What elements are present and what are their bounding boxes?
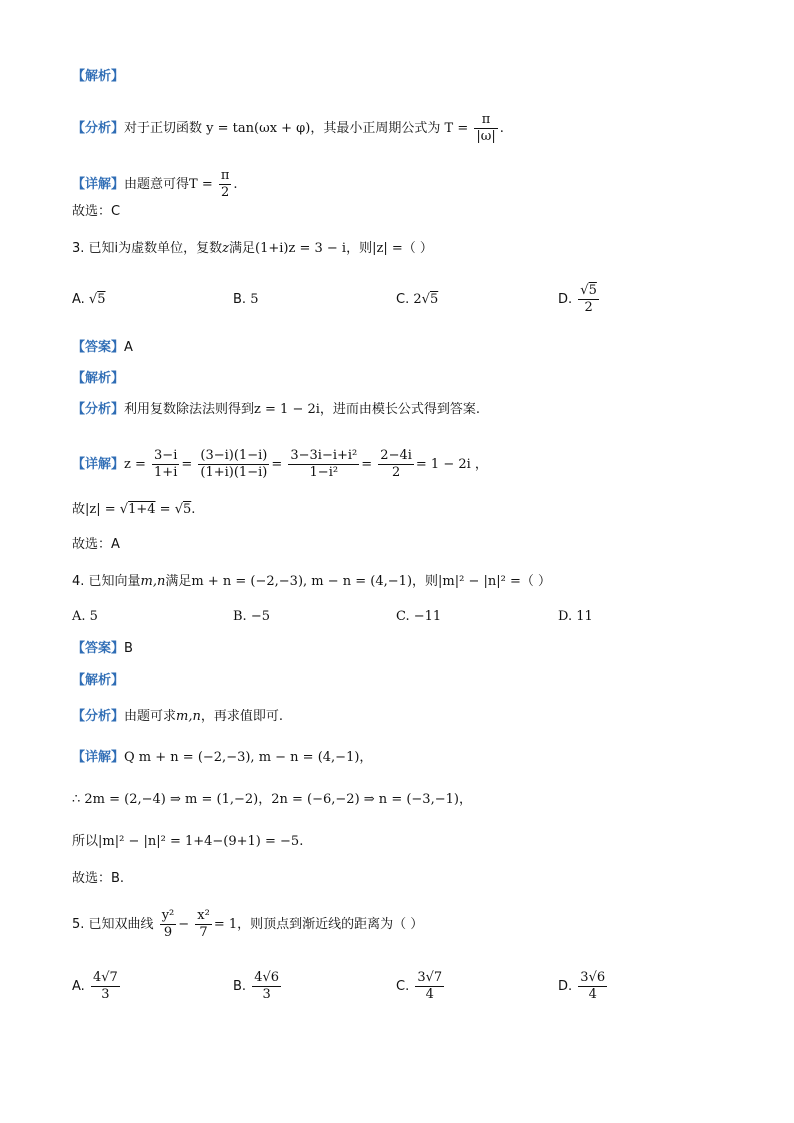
q3-option-d-den: 2 xyxy=(578,299,599,316)
q3-x-result: = 1 − 2i ， xyxy=(415,457,488,472)
q3-daan: A xyxy=(124,340,133,355)
xiangjie-den: 2 xyxy=(219,184,232,201)
q5-option-d xyxy=(558,970,609,1003)
q3-option-d-fraction: $\frac{√5}{2}$ xyxy=(580,283,597,315)
q3-fenxi-line xyxy=(72,402,480,418)
q3-frac-2 xyxy=(198,448,269,481)
q3-fenxi-text: 利用复数除法法则得到 xyxy=(124,402,255,417)
q5-frac-y-num: y² xyxy=(161,908,175,923)
q3-frac-3-num: 3−3i−i+i² xyxy=(290,448,358,463)
q3-daan-tag: 【答案】 xyxy=(72,340,125,355)
q3-option-c: C. 2√5 xyxy=(396,292,439,307)
q4-xiangjie-tag: 【详解】 xyxy=(72,750,125,765)
q3-option-d-label: D. xyxy=(558,292,573,307)
q5-option-b-num: 4√6 xyxy=(254,970,280,985)
period-fraction xyxy=(474,112,497,145)
q3-option-a: A. √5 xyxy=(72,292,106,307)
q3-option-d-num: 5 xyxy=(588,283,597,298)
q2-fenxi-line: 【分析】对于正切函数 y = tan(ωx + φ)，其最小正周期公式为 T = $\frac{\pi}{|\omega|}$ . xyxy=(72,112,504,144)
q4-stem-3: ，则 xyxy=(412,574,439,589)
q5-option-a-label: A. xyxy=(72,979,85,994)
q3-option-c-coef: 2 xyxy=(413,292,422,307)
q4-fenxi-tag: 【分析】 xyxy=(72,709,125,724)
q4-xiangjie-line-3 xyxy=(72,834,303,850)
q5-frac-x xyxy=(195,908,212,941)
q5-frac-x-num: x² xyxy=(197,908,210,923)
q3-gu-five: 5 xyxy=(182,502,192,517)
q4-daan: B xyxy=(124,641,133,656)
q5-frac-x-den: 7 xyxy=(195,924,212,941)
q3-xiangjie-tag: 【详解】 xyxy=(72,457,125,472)
q4-stem-1: 4. 已知向量 xyxy=(72,574,141,589)
q4-option-b: B. −5 xyxy=(233,609,270,624)
q3-xiangjie-line: 【详解】z = $\frac{3-i}{1+i}$ = $\frac{(3-i)(1-i)}{(1+i)(1-i)}$ = $\frac{\text{3−3i−i+i²}}{\text{1−i²}}$ = $\frac{2-4i}{2}$ = 1 − 2i ， xyxy=(72,448,488,480)
q4-x2c: 2n = (−6,−2) ⇒ n = (−3,−1) xyxy=(271,792,459,807)
q3-x-z: z = xyxy=(124,457,146,472)
q3-abs: |z| = xyxy=(372,241,403,256)
q3-option-d xyxy=(558,283,601,316)
q3-frac-2-num: (3−i)(1−i) xyxy=(200,448,268,463)
q3-jiexi-tag: 【解析】 xyxy=(72,371,125,386)
q5-minus: − xyxy=(178,917,190,932)
q5-stem-2: ，则顶点到渐近线的距离为（ ） xyxy=(237,917,424,932)
q5-option-b-den: 3 xyxy=(252,986,281,1003)
q3-option-b-label: B. xyxy=(233,292,247,307)
q3-fenxi-formula: z = 1 − 2i xyxy=(254,402,320,417)
q4-jiexi-tag: 【解析】 xyxy=(72,673,125,688)
q4-fenxi-text-2: ，再求值即可. xyxy=(200,709,284,724)
q5-option-c-num: 3√7 xyxy=(417,970,443,985)
q4-x2d: ， xyxy=(458,792,472,807)
q5-option-a xyxy=(72,970,122,1003)
q4-x2a: ∴ 2m = (2,−4) ⇒ m = (1,−2) xyxy=(72,792,259,807)
q4-option-d: D. 11 xyxy=(558,609,593,624)
q4-x2b: ， xyxy=(258,792,272,807)
q3-option-c-label: C. xyxy=(396,292,410,307)
q3-option-b xyxy=(233,292,258,307)
q5-option-c xyxy=(396,970,446,1003)
q5-option-c-fraction xyxy=(415,970,444,1003)
q3-option-c-value: 5 xyxy=(429,292,439,307)
q3-fenxi-text-2: ，进而由模长公式得到答案. xyxy=(319,402,481,417)
q3-stem-1: 3. 已知i为虚数单位，复数 xyxy=(72,241,223,256)
q5-stem-1: 5. 已知双曲线 xyxy=(72,917,154,932)
q4-fenxi-mn: m,n xyxy=(176,709,201,724)
q4-answer-line xyxy=(72,641,133,657)
xiangjie-fraction xyxy=(219,168,232,201)
q4-xiangjie-line-1 xyxy=(72,750,372,766)
q5-option-c-label: C. xyxy=(396,979,410,994)
q4-xiangjie-line-2 xyxy=(72,792,472,808)
q3-gu-sum: 1+4 xyxy=(128,502,156,517)
q5-option-b xyxy=(233,970,283,1003)
q5-option-d-den: 4 xyxy=(578,986,607,1003)
q3-option-a-label: A. xyxy=(72,292,85,307)
q4-stem-2: 满足 xyxy=(165,574,192,589)
q5-option-b-fraction xyxy=(252,970,281,1003)
q4-x3b: |m|² − |n|² = 1+4−(9+1) = −5 xyxy=(98,834,300,849)
q3-frac-1-den: 1+i xyxy=(154,465,178,480)
q5-stem xyxy=(72,908,423,941)
period-num: π xyxy=(481,112,491,127)
q4-daan-tag: 【答案】 xyxy=(72,641,125,656)
xiangjie-tag: 【详解】 xyxy=(72,177,125,192)
q4-x1: Q m + n = (−2,−3), m − n = (4,−1)， xyxy=(124,750,373,765)
q3-frac-4-num: 2−4i xyxy=(380,448,412,463)
q4-option-c: C. −11 xyxy=(396,609,442,624)
period-T: T = xyxy=(444,121,469,136)
q4-final-answer: 故选：B. xyxy=(72,871,125,886)
q3-stem-2: 满足 xyxy=(229,241,256,256)
q3-gu-abs: |z| = xyxy=(85,502,116,517)
q4-mn: m,n xyxy=(140,574,166,589)
q3-equation: (1+i)z = 3 − i xyxy=(255,241,347,256)
q3-gu-end: . xyxy=(191,502,196,517)
q3-option-a-value: 5 xyxy=(97,292,106,307)
xiangjie-T: T = xyxy=(189,177,213,192)
q3-fenxi-tag: 【分析】 xyxy=(72,402,125,417)
tan-formula: y = tan(ωx + φ) xyxy=(206,121,311,136)
q3-frac-1 xyxy=(152,448,179,481)
analysis-heading: 【解析】 xyxy=(72,69,125,84)
q3-frac-4-den: 2 xyxy=(378,464,414,481)
q4-x3c: . xyxy=(299,834,304,849)
xiangjie-text: 由题意可得 xyxy=(124,177,190,192)
q5-option-a-fraction xyxy=(91,970,120,1003)
q3-frac-4 xyxy=(378,448,414,481)
q4-stem xyxy=(72,574,551,590)
q4-fenxi-line xyxy=(72,709,283,725)
q4-stem-4: （ ） xyxy=(520,574,551,589)
q2-answer: 故选：C xyxy=(72,204,121,219)
q3-stem xyxy=(72,241,433,257)
q3-frac-3 xyxy=(288,448,359,481)
xiangjie-num: π xyxy=(220,168,230,183)
fenxi-text-2: ，其最小正周期公式为 xyxy=(310,121,441,136)
period-den: |ω| xyxy=(476,129,496,144)
q4-x3a: 所以 xyxy=(72,834,99,849)
q4-option-a: A. 5 xyxy=(72,609,98,624)
q4-fenxi-text: 由题可求 xyxy=(124,709,177,724)
q5-frac-y-den: 9 xyxy=(160,924,177,941)
fenxi-text: 对于正切函数 xyxy=(124,121,203,136)
q5-option-b-label: B. xyxy=(233,979,247,994)
q5-eq-end: = 1 xyxy=(213,917,238,932)
q5-option-a-den: 3 xyxy=(91,986,120,1003)
q5-option-c-den: 4 xyxy=(415,986,444,1003)
q3-frac-1-num: 3−i xyxy=(154,448,178,463)
q3-stem-4: （ ） xyxy=(402,241,433,256)
q5-frac-y xyxy=(160,908,177,941)
q3-gu: 故 xyxy=(72,502,86,517)
q3-z: z xyxy=(222,241,230,256)
q5-option-d-label: D. xyxy=(558,979,573,994)
q5-option-d-fraction xyxy=(578,970,607,1003)
q2-xiangjie-line xyxy=(72,168,238,201)
q4-equation: m + n = (−2,−3), m − n = (4,−1) xyxy=(191,574,413,589)
q3-frac-3-den: 1−i² xyxy=(288,464,359,481)
q5-option-a-num: 4√7 xyxy=(92,970,118,985)
q3-final-answer: 故选：A xyxy=(72,537,120,552)
fenxi-tag: 【分析】 xyxy=(72,121,125,136)
q5-option-d-num: 3√6 xyxy=(580,970,606,985)
q3-gu-eq: = xyxy=(159,502,171,517)
q3-stem-3: ，则 xyxy=(346,241,373,256)
q3-frac-2-den: (1+i)(1−i) xyxy=(200,465,268,480)
q3-gu-line: 故|z| = √1+4 = √5. xyxy=(72,502,196,517)
q3-answer-line xyxy=(72,340,133,356)
xiangjie-end: . xyxy=(233,177,238,192)
q4-expr: |m|² − |n|² = xyxy=(438,574,521,589)
q3-option-b-value: 5 xyxy=(250,292,259,307)
